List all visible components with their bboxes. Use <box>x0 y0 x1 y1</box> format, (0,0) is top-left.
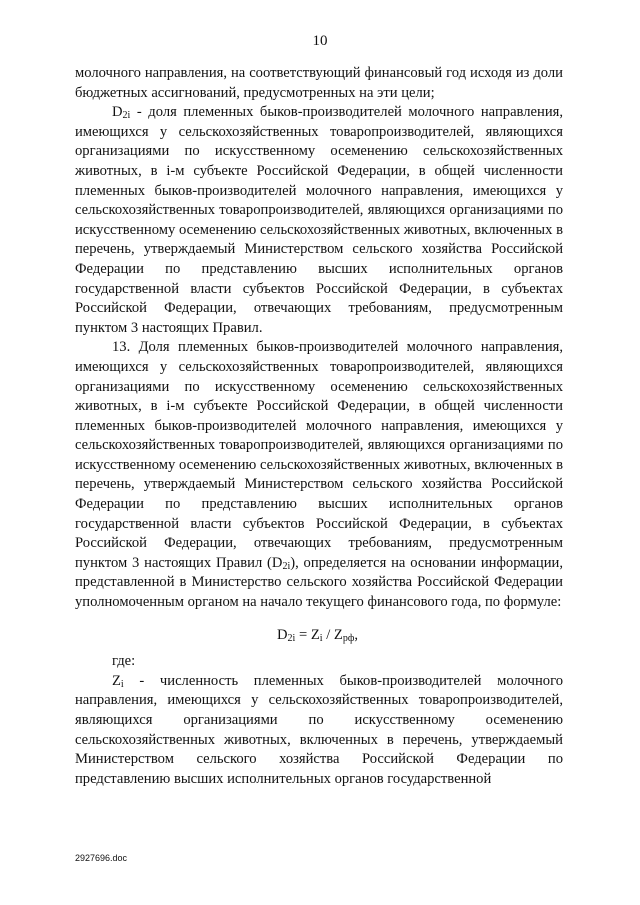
formula-lhs-sub: 2i <box>287 632 296 644</box>
formula <box>75 626 563 646</box>
formula-lhs: D <box>277 626 288 643</box>
where-label: где: <box>112 653 136 670</box>
file-name-footer: 2927696.doc <box>75 853 128 863</box>
document-body <box>75 64 563 789</box>
d2i-definition-text: - доля племенных быков-производителей молочного направления, имеющихся у сельскохозяйственных товаропроизводителей, являющихся организациями по искусственному осеменению сельскохозяйственных животных, в i-м субъекте Российской Федерации, в общей численности племенных быков-производителей молочного направления, имеющихся у сельскохозяйственных товаропроизводителей, являющихся организациями по искусственному осеменению сельскохозяйственных животных, включенных в перечень, утверждаемый Министерством сельского хозяйства Российской Федерации по представлению высших исполнительных органов государственной власти субъектов Российской Федерации, в субъектах Российской Федерации, отвечающих требованиям, предусмотренным пунктом 3 настоящих Правил. <box>75 104 563 336</box>
zi-subscript: i <box>120 678 124 690</box>
page-number: 10 <box>312 33 328 49</box>
formula-zrf-sub: рф <box>342 632 355 644</box>
zi-symbol: Z <box>112 672 121 689</box>
continued-paragraph: молочного направления, на соответствующий финансовый год исходя из доли бюджетных ассигнований, предусмотренных на эти цели; <box>75 65 563 101</box>
formula-end: , <box>354 626 358 643</box>
formula-zi-sub: i <box>319 632 323 644</box>
clause-13-text-end: ), определяется на основании информации, представленной в Министерство сельского хозяйства Российской Федерации уполномоченным органом на начало текущего финансового года, по формуле: <box>75 554 563 611</box>
clause-13 <box>75 338 563 612</box>
zi-definition-text: - численность племенных быков-производителей молочного направления, имеющихся у сельскохозяйственных товаропроизводителей, являющихся организациями по искусственному осеменению сельскохозяйственных животных, включенных в перечень, утверждаемый Министерством сельского хозяйства Российской Федерации по представлению высших исполнительных органов государственной <box>75 672 563 787</box>
d2i-subscript: 2i <box>122 110 131 122</box>
clause-13-text: 13. Доля племенных быков-производителей молочного направления, имеющихся у сельскохозяйственных товаропроизводителей, являющихся организациями по искусственному осеменению сельскохозяйственных животных, в i-м субъекте Российской Федерации, в общей численности племенных быков-производителей молочного направления, имеющихся у сельскохозяйственных товаропроизводителей, являющихся организациями по искусственному осеменению сельскохозяйственных животных, включенных в перечень, утверждаемый Министерством сельского хозяйства Российской Федерации по представлению высших исполнительных органов государственной власти субъектов Российской Федерации, в субъектах Российской Федерации, отвечающих требованиям, предусмотренным пунктом 3 настоящих Правил (D <box>75 339 563 571</box>
d2i-definition <box>75 103 563 338</box>
formula-eq: = Z <box>295 626 320 643</box>
formula-div: / Z <box>322 626 343 643</box>
zi-definition <box>75 672 563 790</box>
clause-13-subscript: 2i <box>282 560 291 572</box>
d2i-symbol: D <box>112 104 123 121</box>
